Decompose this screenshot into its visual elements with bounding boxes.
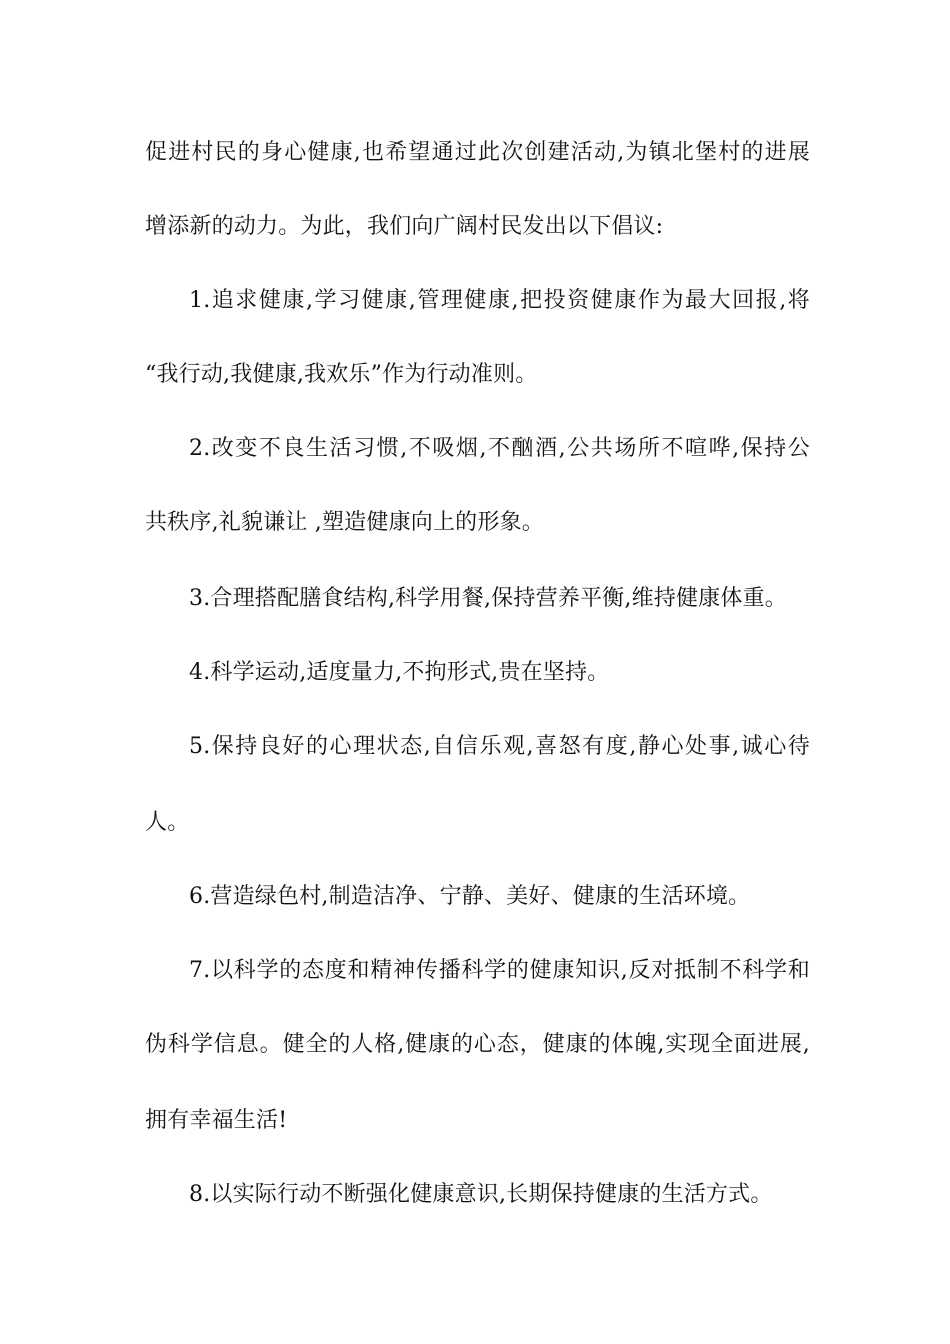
text-line-4: “我行动,我健康,我欢乐”作为行动准则。 (145, 362, 538, 387)
text-line-8: 4.科学运动,适度量力,不拘形式,贵在坚持。 (189, 660, 610, 685)
text-line-1: 促进村民的身心健康,也希望通过此次创建活动,为镇北堡村的进展 (145, 140, 810, 165)
text-line-10: 人。 (145, 810, 190, 835)
text-line-3: 1.追求健康,学习健康,管理健康,把投资健康作为最大回报,将 (189, 288, 810, 313)
text-line-2: 增添新的动力。为此，我们向广阔村民发出以下倡议: (145, 214, 664, 239)
text-line-13: 伪科学信息。健全的人格,健康的心态，健康的体魄,实现全面进展, (145, 1032, 810, 1057)
text-line-11: 6.营造绿色村,制造洁净、宁静、美好、健康的生活环境。 (189, 884, 751, 909)
text-line-6: 共秩序,礼貌谦让 ,塑造健康向上的形象。 (145, 510, 544, 535)
text-line-9: 5.保持良好的心理状态,自信乐观,喜怒有度,静心处事,诚心待 (189, 734, 810, 759)
text-line-5: 2.改变不良生活习惯,不吸烟,不酗酒,公共场所不喧哗,保持公 (189, 436, 810, 461)
text-line-15: 8.以实际行动不断强化健康意识,长期保持健康的生活方式。 (189, 1182, 773, 1207)
text-line-12: 7.以科学的态度和精神传播科学的健康知识,反对抵制不科学和 (189, 958, 810, 983)
text-line-7: 3.合理搭配膳食结构,科学用餐,保持营养平衡,维持健康体重。 (189, 586, 787, 611)
text-line-14: 拥有幸福生活! (145, 1108, 288, 1133)
